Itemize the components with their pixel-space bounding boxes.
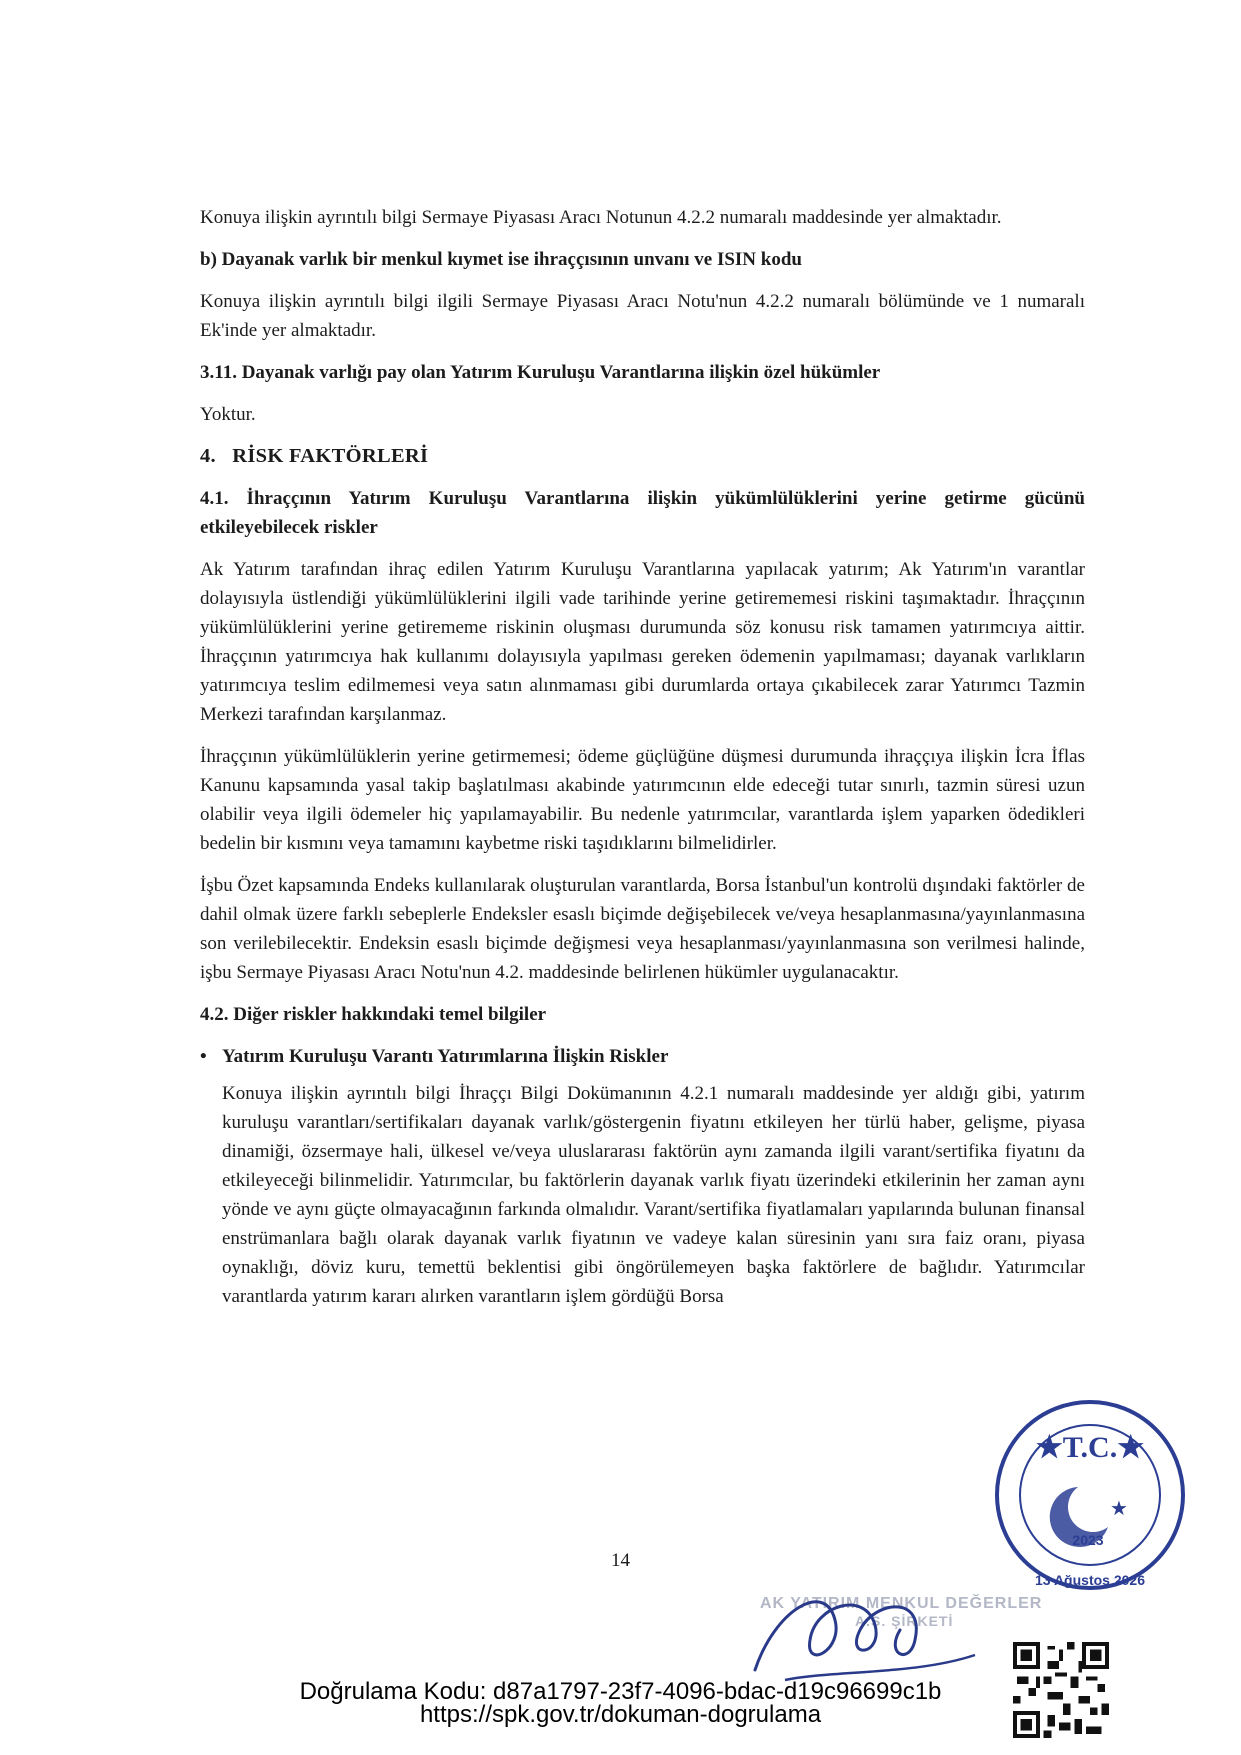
svg-text:2023: 2023 bbox=[1072, 1532, 1104, 1548]
paragraph: Konuya ilişkin ayrıntılı bilgi ilgili Sermaye Piyasası Aracı Notu'nun 4.2.2 numaralı bölümünde ve 1 numaralı Ek'inde yer almaktadır. bbox=[200, 291, 1085, 341]
paragraph: Yoktur. bbox=[200, 404, 256, 425]
chapter-heading: 4. RİSK FAKTÖRLERİ bbox=[200, 445, 429, 467]
verification-url[interactable]: https://spk.gov.tr/dokuman-dogrulama bbox=[419, 1701, 822, 1728]
section-heading: b) Dayanak varlık bir menkul kıymet ise ihraççısının unvanı ve ISIN kodu bbox=[200, 249, 802, 270]
company-stamp-line2: A.Ş. ŞİRKETİ bbox=[855, 1613, 954, 1629]
document-body bbox=[200, 203, 1085, 1324]
page-number: 14 bbox=[611, 1550, 630, 1571]
paragraph: İhraççının yükümlülüklerin yerine getirmemesi; ödeme güçlüğüne düşmesi durumunda ihraççıya ilişkin İcra İflas Kanunu kapsamında yasal takip başlatılması akabinde yatırımcının elde edeceği tutar sınırlı, tazmin süresi uzun olabilir veya ilgili ödemeler hiç yapılamayabilir. Bu nedenle yatırımcılar, varantlarda işlem yaparken ödedikleri bedelin bir kısmını veya tamamını kaybetme riski taşıdıklarını bilmelidirler. bbox=[200, 746, 1085, 854]
svg-text:★T.C.★: ★T.C.★ bbox=[1035, 1431, 1145, 1464]
paragraph: Konuya ilişkin ayrıntılı bilgi İhraççı Bilgi Dokümanının 4.2.1 numaralı maddesinde yer aldığı gibi, yatırım kuruluşu varantları/sertifikaları dayanak varlık/göstergenin fiyatını etkileyen her türlü haber, gelişme, piyasa dinamiği, özsermaye hali, ülkesel ve/veya uluslararası faktörün aynı zamanda ilgili varant/sertifika fiyatını da etkileyeceği bilinmelidir. Yatırımcılar, bu faktörlerin dayanak varlık fiyatı üzerindeki etkilerinin her zaman aynı yönde ve aynı güçte olmayacağının farkında olmalıdır. Varant/sertifika fiyatlamaları yapılarında bulunan finansal enstrümanlara bağlı olarak dayanak varlık fiyatının ve vadeye kalan süresinin yanı sıra faiz oranı, piyasa oynaklığı, döviz kuru, temettü beklentisi gibi öngörülemeyen başka faktörlere de bağlıdır. Yatırımcılar varantlarda yatırım kararı alırken varantların işlem gördüğü Borsa bbox=[222, 1083, 1085, 1307]
svg-text:★: ★ bbox=[1110, 1498, 1128, 1520]
verification-footer bbox=[0, 1680, 1241, 1726]
verification-code: Doğrulama Kodu: d87a1797-23f7-4096-bdac-d19c96699c1b bbox=[299, 1678, 942, 1705]
bullet-heading bbox=[200, 1042, 1085, 1071]
section-heading: 4.2. Diğer riskler hakkındaki temel bilgiler bbox=[200, 1004, 547, 1025]
bullet-heading-text: Yatırım Kuruluşu Varantı Yatırımlarına İlişkin Riskler bbox=[222, 1046, 669, 1067]
paragraph: Ak Yatırım tarafından ihraç edilen Yatırım Kuruluşu Varantlarına yapılacak yatırım; Ak Yatırım'ın varantlar dolayısıyla üstlendiği yükümlülüklerini ilgili vade tarihinde yerine getirememesi riskini taşımaktadır. İhraççının yükümlülüklerini yerine getirememe riskinin oluşması durumunda söz konusu risk tamamen yatırımcıya aittir. İhraççının yatırımcıya hak kullanımı dolayısıyla yapılması gereken ödemenin yapılmaması; dayanak varlıkların yatırımcıya teslim edilmemesi veya satın alınmaması gibi durumlarda ortaya çıkabilecek zarar Yatırımcı Tazmin Merkezi tarafından karşılanmaz. bbox=[200, 559, 1085, 725]
section-heading: 4.1. İhraççının Yatırım Kuruluşu Varantlarına ilişkin yükümlülüklerini yerine getirme gücünü etkileyebilecek riskler bbox=[200, 488, 1085, 538]
section-heading: 3.11. Dayanak varlığı pay olan Yatırım Kuruluşu Varantlarına ilişkin özel hükümler bbox=[200, 362, 881, 383]
company-stamp-line1: AK YATIRIM MENKUL DEĞERLER bbox=[760, 1595, 1043, 1612]
svg-text:13 Ağustos 2026: 13 Ağustos 2026 bbox=[1035, 1572, 1145, 1588]
bullet-icon: • bbox=[200, 1046, 207, 1067]
paragraph: İşbu Özet kapsamında Endeks kullanılarak oluşturulan varantlarda, Borsa İstanbul'un kontrolü dışındaki faktörler de dahil olmak üzere farklı sebeplerle Endeksler esaslı biçimde değişebilecek ve/veya hesaplanmasına/yayınlanmasına son verilebilecektir. Endeksin esaslı biçimde değişmesi veya hesaplanması/yayınlanmasına son verilmesi halinde, işbu Sermaye Piyasası Aracı Notu'nun 4.2. maddesinde belirlenen hükümler uygulanacaktır. bbox=[200, 875, 1085, 983]
official-seal-icon bbox=[990, 1395, 1190, 1595]
paragraph: Konuya ilişkin ayrıntılı bilgi Sermaye Piyasası Aracı Notunun 4.2.2 numaralı maddesinde yer almaktadır. bbox=[200, 207, 1002, 228]
